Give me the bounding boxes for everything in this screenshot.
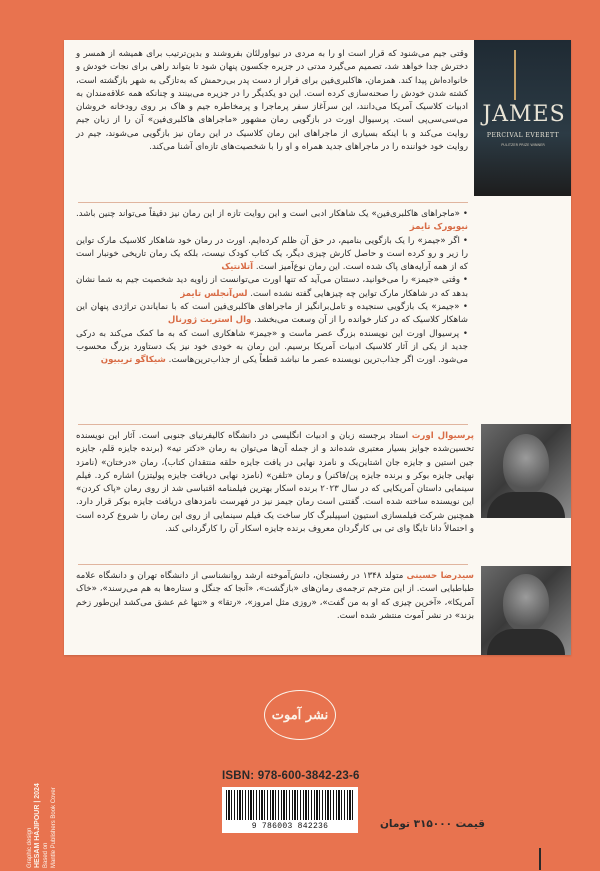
publisher-logo: نشر آموت: [264, 690, 336, 740]
isbn: ISBN: 978-600-3842-23-6: [222, 770, 360, 782]
spine-tick: [539, 848, 541, 870]
review-item: • «جیمز» یک بازگویی سنجیده و تامل‌برانگیز از ماجراهای هاکلبری‌فین است که با نمایاندن تراژدی پنهان این شاهکار کلاسیک که در کنار خوانده را از آن وسعت می‌بخشد. وال استریت ژورنال: [76, 302, 468, 326]
review-source: وال استریت ژورنال: [167, 315, 252, 326]
review-text: «جیمز» یک بازگویی سنجیده و تامل‌برانگیز از ماجراهای هاکلبری‌فین است که با نمایاندن تراژدی پنهان این شاهکار کلاسیک که در کنار خوانده را از آن وسعت می‌بخشد.: [76, 302, 468, 326]
review-text: «ماجراهای هاکلبری‌فین» یک شاهکار ادبی است و این روایت تازه از این رمان نیز دقیقاً می‌تواند چنین باشد.: [76, 209, 460, 219]
translator-bio-text: متولد ۱۳۴۸ در رفسنجان، دانش‌آموخته ارشد روانشناسی از دانشگاه تهران و دانشگاه علامه طباطبایی است. از این مترجم ترجمه‌ی رمان‌های «بازگشت»، «آنجا که جنگل و ستاره‌ها به هم می‌رسند»، «خاک آمریکا»، «آخرین چیزی که او به من گفت»، «روزی مثل امروز»، «رتقا» و «تنها غم عشق می‌کشد این‌طور زخم بزند» در نشر آموت منتشر شده است.: [76, 571, 474, 621]
review-item: • پرسیوال اورت این نویسنده بزرگ عصر ماست و «جیمز» شاهکاری است که به ما کمک می‌کند به درکی جدید از یکی از آثار کلاسیک ادبیات آمریکا برسیم. این رمان به خودی خود نیز یک دستاورد بزرگ محسوب می‌شود. اورت اگر جذاب‌ترین نویسنده عصر ما نباشد قطعاً یکی از جذاب‌ترین‌هاست. شیکاگو تریبیون: [76, 328, 469, 366]
author-bio-text: استاد برجسته زبان و ادبیات انگلیسی در دانشگاه کالیفرنیای جنوبی است. آثار این نویسنده تحسین‌شده جوایز بسیار معتبری شده‌اند و از جمله آن‌ها می‌توان به رمان «دکتر تیه» (برنده جایزه قلم، جایزه جین استین و جایزه جان اشتاین‌بک و نامزد نهایی در یافت جایزه حلقه منتقدان کتاب)، رمان «درختان» (نامزد نهایی جایزه بوکر و برنده جایزه پن/فاکنر) و رمان «تلفن» (نامزد نهایی دریافت جایزه پولیتزر) اشاره کرد. فیلم سینمایی داستان آمریکایی که در سال ۲۰۲۳ برنده اسکار بهترین فیلمنامه اقتباسی شد از روی رمان «پاک کردن» این نویسنده ساخته شده است. گفتنی است رمان جیمز نیز در فهرست نامزدهای دریافت جایزه بوکر قرار دارد. همچنین شرکت فیلمسازی استیون اسپیلبرگ کار ساخت یک فیلم سینمایی از روی این رمان را شروع کرده است و احتمالاً دانا تایگا وای تی بی کارگردان معروف برنده جایزه اسکار آن را کارگردانی کند.: [76, 431, 475, 535]
barcode: [222, 787, 358, 833]
divider: [78, 564, 468, 565]
review-item: • «ماجراهای هاکلبری‌فین» یک شاهکار ادبی است و این روایت تازه از این رمان نیز دقیقاً می‌تواند چنین باشد. نیویورک تایمز: [76, 209, 468, 233]
translator-name: سیدرضا حسینی: [406, 571, 474, 581]
credit-line: Mantle Publishers Book Cover: [51, 787, 57, 868]
synopsis: وقتی جیم می‌شنود که قرار است او را به مردی در نیواورلئان بفروشند و بدین‌ترتیب برای همیشه از همسر و دخترش جدا خواهد شد، تصمیم می‌گیرد مدتی در جزیره جکسون پنهان شود تا بتواند راهی برای نجات خودش و خانواده‌اش پیدا کند. همزمان، هاکلبری‌فین برای فرار از دست پدر بی‌رحمش که به‌تازگی به شهر بازگشته است، کشته شدن خودش را صحنه‌سازی کرده است. این دو یکدیگر را در جزیره می‌بینند و چنانکه همه علاقه‌مندان به ادبیات کلاسیک آمریکا می‌دانند، این سرآغاز سفر پرماجرا و پرمخاطره جیم و هاک بر روی رودخانه خروشان می‌سی‌سی‌پی است. پرسیوال اورت در بازگویی رمان مشهور «ماجراهای هاکلبری‌فین» آن را از زبان جیم روایت می‌کند و با اینکه بسیاری از ماجراهای این رمان کلاسیک در این رمان نیز بازگویی می‌شوند، جیم در روایت خود خواننده را در ماجراهای جدید همراه و او را با شخصیت‌های تازه‌ای آشنا می‌کند.: [76, 49, 468, 153]
reviews: [76, 208, 468, 368]
review-source: لس‌آنجلس تایمز: [180, 288, 248, 299]
translator-bio: [76, 570, 474, 623]
divider: [78, 424, 468, 425]
credit-line: Based on: [43, 842, 49, 868]
price: قیمت ۳۱۵۰۰۰ تومان: [379, 818, 485, 830]
review-text: اگر «جیمز» را یک بازگویی بنامیم، در حق آن ظلم کرده‌ایم. اورت در رمان خود شاهکار کلاسیک مارک تواین را زیر و رو کرده است و حاصل کارش چیزی دیگر، یک کتاب کودک نیست، بلکه یک رمان تاریخی خونبار است که از همه آرایه‌های پاک شده است. این رمان نوع‌آمیز است.: [76, 235, 468, 273]
credit-designer: HESAM HAJIPOUR | 2024: [34, 783, 41, 868]
review-source: آتلانتیک: [221, 262, 254, 273]
review-item: • وقتی «جیمز» را می‌خوانید، دستتان می‌آید که تنها اورت می‌توانست از زاویه دید شخصیت جیم به شما نشان بدهد که در شاهکار مارک تواین چه چیزهایی گفته نشده است. لس‌آنجلس تایمز: [76, 275, 468, 299]
book-cover-thumbnail: [474, 40, 571, 196]
cover-ornament: [514, 50, 534, 100]
barcode-bars: [226, 790, 354, 820]
barcode-number: 9 786003 842236: [251, 822, 329, 831]
author-name: پرسیوال اورت: [411, 431, 475, 441]
credit-line: Graphic design: [27, 827, 33, 868]
thumb-award: PULITZER PRIZE WINNER: [501, 143, 545, 147]
face-shape: [503, 574, 549, 632]
review-source: نیویورک تایمز: [409, 222, 468, 233]
design-credits: [26, 783, 58, 868]
review-item: • اگر «جیمز» را یک بازگویی بنامیم، در حق آن ظلم کرده‌ایم. اورت در رمان خود شاهکار کلاسیک مارک تواین را زیر و رو کرده است و حاصل کارش چیزی دیگر، یک کتاب کودک نیست، بلکه یک رمان تاریخی خونبار است که از همه آرایه‌های پاک شده است. این رمان نوع‌آمیز است. آتلانتیک: [76, 235, 468, 273]
divider: [78, 202, 468, 203]
thumb-title: JAMES: [482, 102, 566, 127]
author-photo: [481, 424, 571, 518]
review-source: شیکاگو تریبیون: [100, 355, 166, 366]
translator-photo: [481, 566, 571, 655]
review-text: وقتی «جیمز» را می‌خوانید، دستتان می‌آید که تنها اورت می‌توانست از زاویه دید شخصیت جیم به شما نشان بدهد که در شاهکار مارک تواین چه چیزهایی گفته نشده است.: [76, 275, 468, 299]
review-text: پرسیوال اورت این نویسنده بزرگ عصر ماست و «جیمز» شاهکاری است که به ما کمک می‌کند به درکی جدید از یکی از آثار کلاسیک ادبیات آمریکا برسیم. این رمان به خودی خود نیز یک دستاورد بزرگ محسوب می‌شود. اورت اگر جذاب‌ترین نویسنده عصر ما نباشد قطعاً یکی از جذاب‌ترین‌هاست.: [76, 328, 468, 366]
shoulders-shape: [487, 492, 565, 518]
author-bio: [76, 430, 474, 536]
shoulders-shape: [487, 629, 565, 655]
thumb-author: PERCIVAL EVERETT: [486, 132, 560, 139]
face-shape: [503, 434, 549, 494]
